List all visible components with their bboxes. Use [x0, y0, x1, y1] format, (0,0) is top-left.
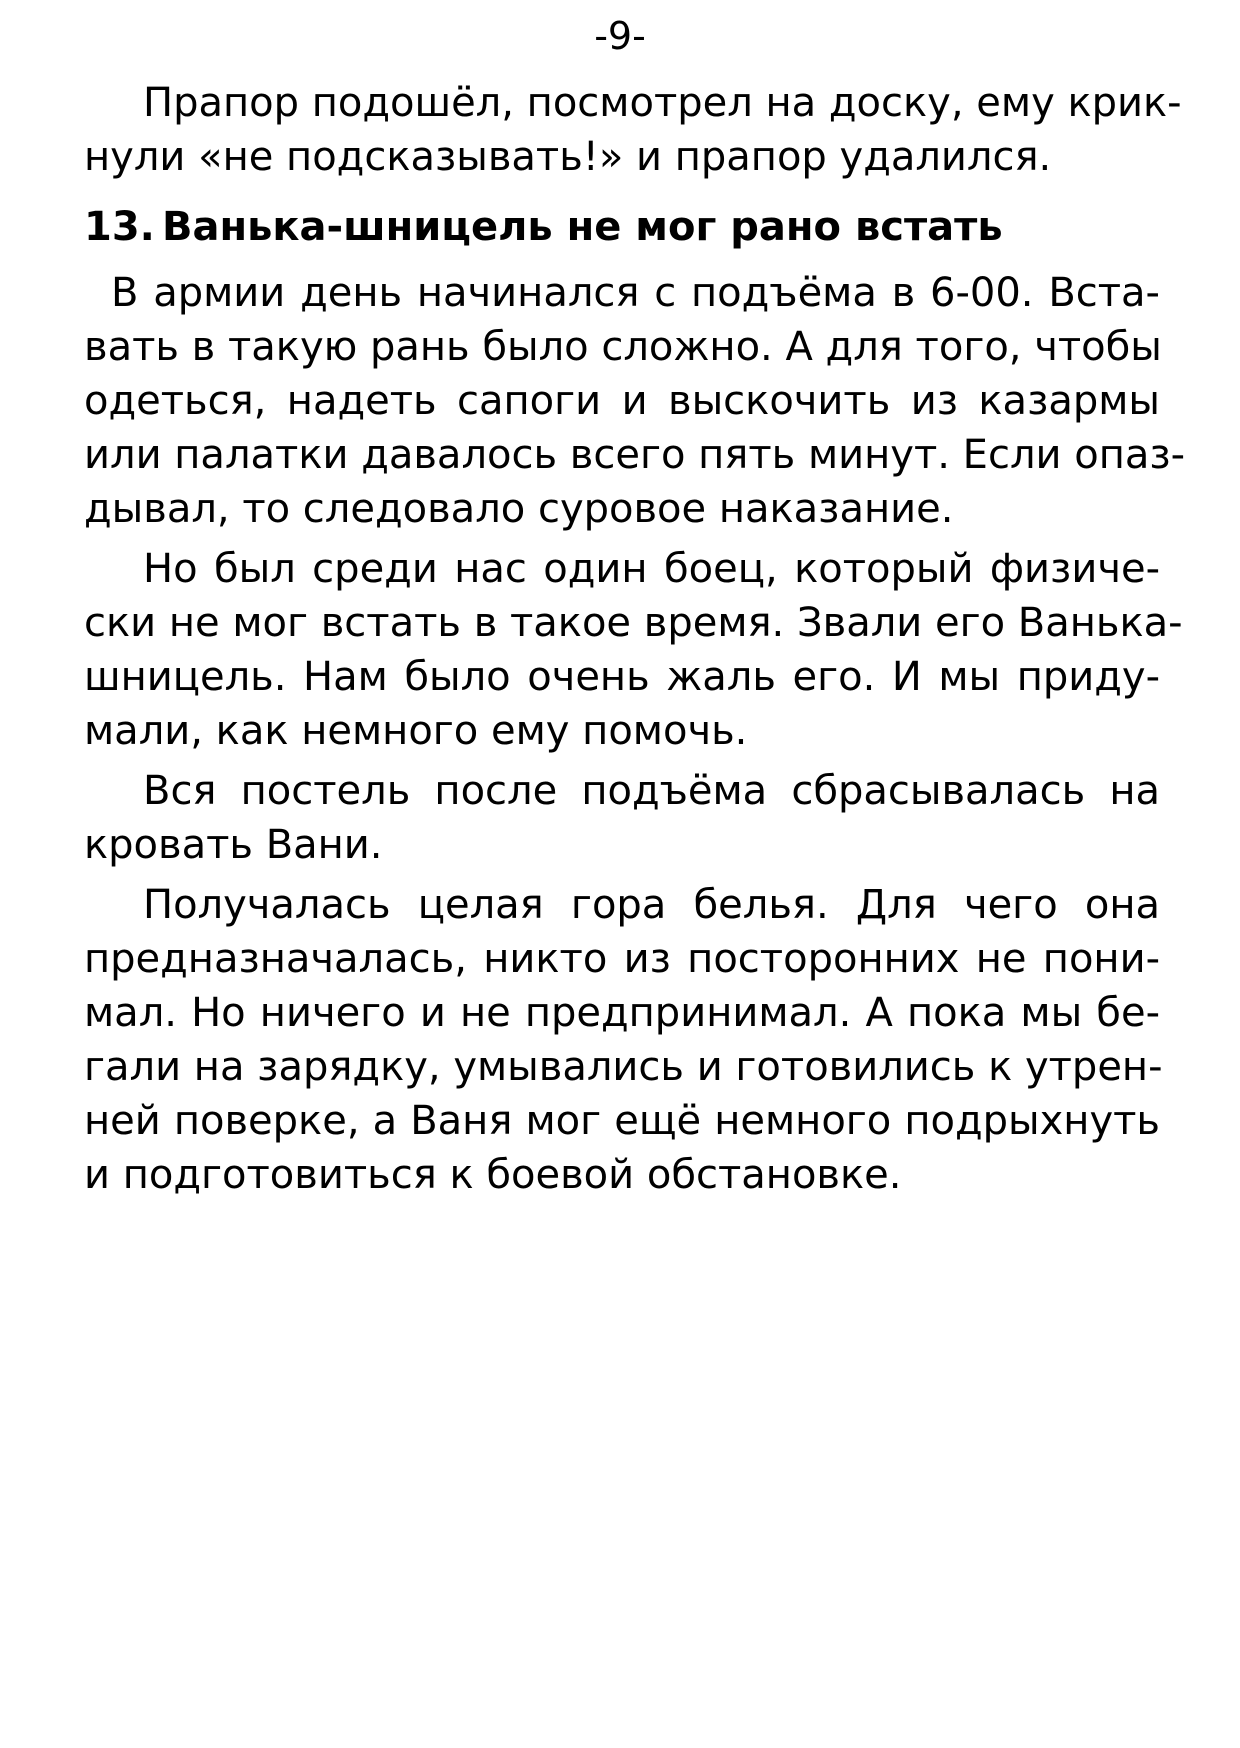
- text-line: Прапор подошёл, посмотрел на доску, ему крик-: [143, 80, 1182, 126]
- text-line: мал. Но ничего и не предпринимал. А пока мы бе-: [84, 990, 1160, 1036]
- text-line: нули «не подсказывать!» и прапор удалился.: [84, 134, 1052, 180]
- page-number: -9-: [594, 14, 646, 58]
- text-line: дывал, то следовало суровое наказание.: [84, 486, 954, 532]
- text-line: ски не мог встать в такое время. Звали его Ванька-: [84, 600, 1183, 646]
- section-title: Ванька-шницель не мог рано встать: [162, 204, 1003, 250]
- text-line: одеться, надеть сапоги и выскочить из казармы: [84, 378, 1160, 424]
- text-line: Получалась целая гора белья. Для чего она: [143, 882, 1160, 928]
- text-line: Но был среди нас один боец, который физиче-: [143, 546, 1160, 592]
- text-line: или палатки давалось всего пять минут. Если опаз-: [84, 432, 1186, 478]
- text-line: мали, как немного ему помочь.: [84, 708, 748, 754]
- text-line: Вся постель после подъёма сбрасывалась на: [143, 768, 1160, 814]
- text-line: кровать Вани.: [84, 822, 383, 868]
- section-heading: [84, 200, 1003, 254]
- section-number: 13.: [84, 204, 155, 250]
- text-line: и подготовиться к боевой обстановке.: [84, 1152, 902, 1198]
- text-line: ней поверке, а Ваня мог ещё немного подрыхнуть: [84, 1098, 1160, 1144]
- text-line: вать в такую рань было сложно. А для того, чтобы: [84, 324, 1162, 370]
- text-line: шницель. Нам было очень жаль его. И мы приду-: [84, 654, 1160, 700]
- text-line: предназначалась, никто из посторонних не пони-: [84, 936, 1160, 982]
- text-line: В армии день начинался с подъёма в 6-00. Вста-: [111, 270, 1160, 316]
- text-line: гали на зарядку, умывались и готовились к утрен-: [84, 1044, 1163, 1090]
